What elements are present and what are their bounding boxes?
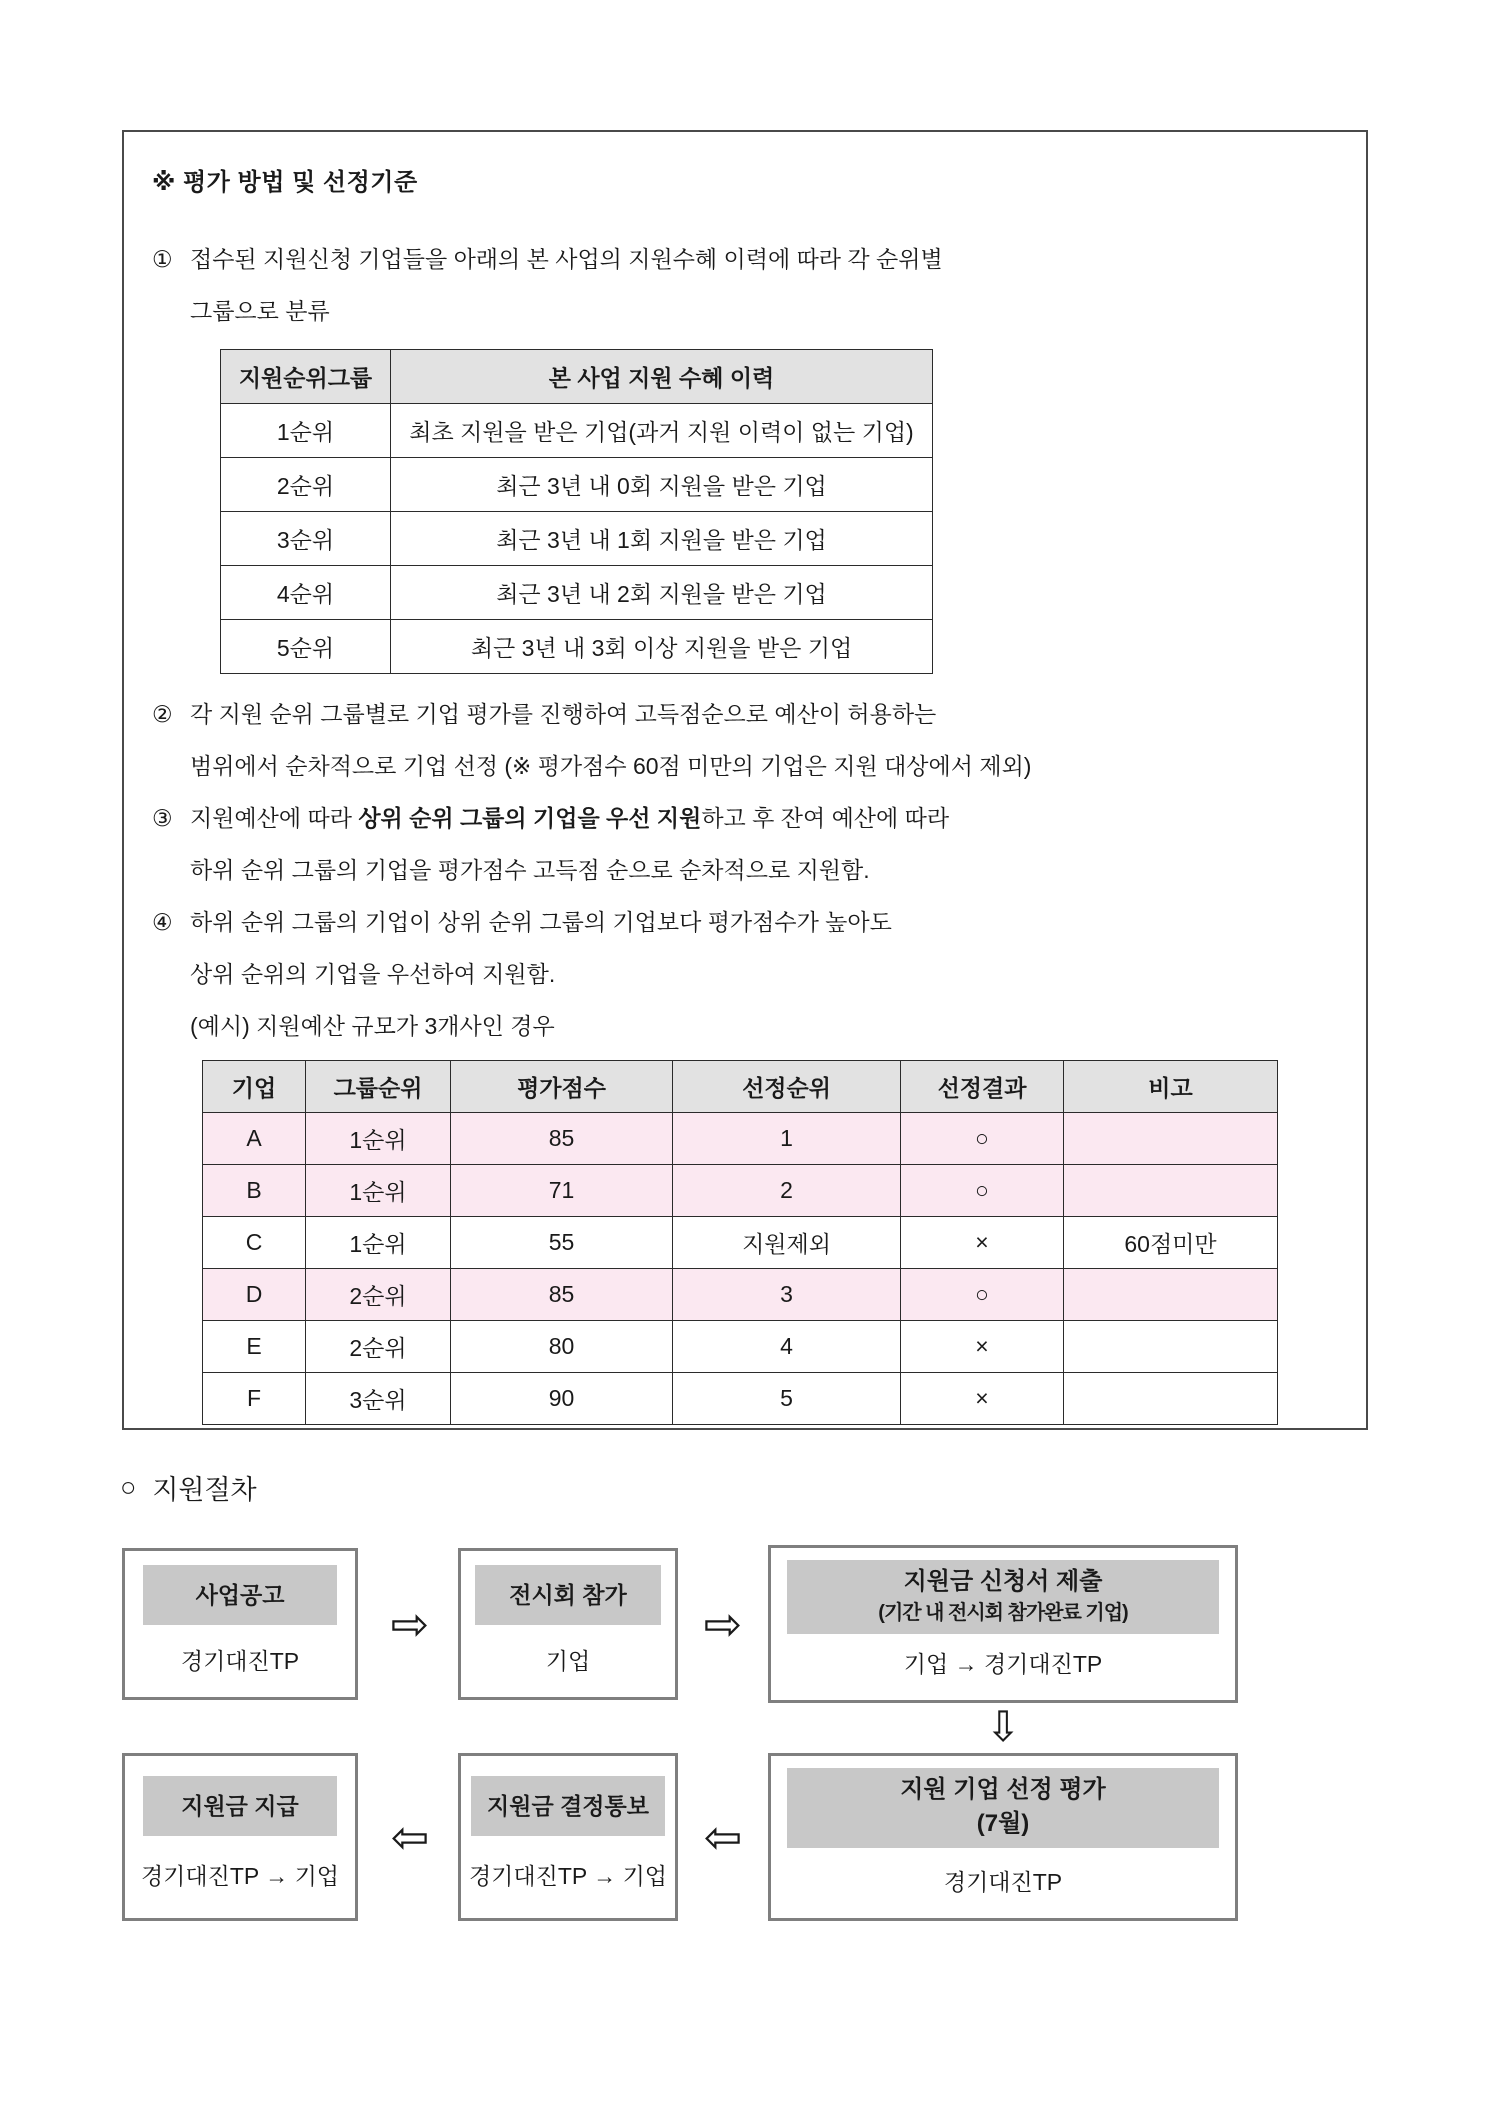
flow-box-selection-title-line2: (7월) (976, 1810, 1030, 1837)
flow-box-payment-title: 지원금 지급 (143, 1776, 337, 1836)
priority-header-group: 지원순위그룹 (221, 350, 391, 404)
cell-result: ○ (901, 1113, 1064, 1165)
flow-box-announcement-title: 사업공고 (143, 1565, 337, 1625)
item-2 (152, 688, 1338, 792)
priority-group-table (220, 349, 933, 674)
flow-box-exhibition (458, 1548, 678, 1700)
item-3-bold-text: 상위 순위 그룹의 기업을 우선 지원 (358, 805, 702, 831)
cell-group: 1순위 (306, 1217, 451, 1269)
priority-cell-group: 4순위 (221, 566, 391, 620)
table-row (203, 1321, 1278, 1373)
left-arrow-icon: ⇦ (390, 1811, 430, 1863)
table-row (221, 566, 933, 620)
cell-score: 55 (451, 1217, 673, 1269)
flow-box-announcement-subtitle: 경기대진TP (180, 1648, 300, 1674)
right-arrow-icon: ⇨ (390, 1598, 430, 1650)
flow-box-application-title-line1: 지원금 신청서 제출 (903, 1568, 1103, 1595)
example-header-rank: 선정순위 (673, 1061, 901, 1113)
left-arrow-icon: ⇦ (703, 1811, 743, 1863)
circle-bullet-icon: ○ (120, 1472, 137, 1502)
cell-company: C (203, 1217, 306, 1269)
priority-cell-group: 1순위 (221, 404, 391, 458)
right-arrow-icon: ⇨ (703, 1598, 743, 1650)
priority-cell-history: 최근 3년 내 3회 이상 지원을 받은 기업 (391, 620, 933, 674)
item-2-line2: 범위에서 순차적으로 기업 선정 (※ 평가점수 60점 미만의 기업은 지원 대상에서 제외) (190, 753, 1032, 779)
cell-group: 1순위 (306, 1165, 451, 1217)
cell-group: 1순위 (306, 1113, 451, 1165)
cell-note (1064, 1321, 1278, 1373)
flow-box-announcement (122, 1548, 358, 1700)
flow-box-selection-subtitle: 경기대진TP (943, 1869, 1063, 1895)
cell-rank: 지원제외 (673, 1217, 901, 1269)
cell-note (1064, 1165, 1278, 1217)
cell-group: 2순위 (306, 1269, 451, 1321)
priority-cell-group: 3순위 (221, 512, 391, 566)
cell-note (1064, 1269, 1278, 1321)
item-2-number: ② (152, 701, 173, 727)
priority-table-header-row (221, 350, 933, 404)
priority-cell-history: 최근 3년 내 2회 지원을 받은 기업 (391, 566, 933, 620)
flow-box-notification-title: 지원금 결정통보 (471, 1776, 665, 1836)
cell-score: 85 (451, 1113, 673, 1165)
cell-company: F (203, 1373, 306, 1425)
cell-rank: 2 (673, 1165, 901, 1217)
table-row (221, 620, 933, 674)
procedure-title (120, 1468, 257, 1507)
cell-rank: 4 (673, 1321, 901, 1373)
flow-box-application (768, 1545, 1238, 1703)
cell-note (1064, 1373, 1278, 1425)
table-row (203, 1113, 1278, 1165)
cell-result: × (901, 1217, 1064, 1269)
item-4-example-line: (예시) 지원예산 규모가 3개사인 경우 (190, 1013, 555, 1039)
item-3-line1: 지원예산에 따라 상위 순위 그룹의 기업을 우선 지원하고 후 잔여 예산에 따라 (190, 805, 950, 831)
flow-box-application-subtitle: 기업 → 경기대진TP (903, 1651, 1103, 1677)
flow-box-exhibition-subtitle: 기업 (545, 1648, 591, 1674)
section-title: ※ 평가 방법 및 선정기준 (152, 169, 418, 196)
procedure-title-text: 지원절차 (152, 1475, 257, 1505)
cell-result: × (901, 1321, 1064, 1373)
item-3 (152, 792, 1338, 896)
item-1 (152, 233, 1338, 337)
item-1-number: ① (152, 246, 173, 272)
cell-score: 80 (451, 1321, 673, 1373)
priority-cell-history: 최근 3년 내 1회 지원을 받은 기업 (391, 512, 933, 566)
flow-box-application-title (787, 1560, 1219, 1634)
flow-box-selection-title-line1: 지원 기업 선정 평가 (900, 1776, 1106, 1803)
item-1-line2: 그룹으로 분류 (190, 298, 330, 324)
example-header-note: 비고 (1064, 1061, 1278, 1113)
down-arrow-icon: ⇩ (985, 1703, 1021, 1750)
table-row (203, 1165, 1278, 1217)
flow-box-exhibition-title: 전시회 참가 (475, 1565, 661, 1625)
table-row (203, 1269, 1278, 1321)
flow-box-selection (768, 1753, 1238, 1921)
cell-note (1064, 1113, 1278, 1165)
cell-score: 71 (451, 1165, 673, 1217)
priority-cell-history: 최초 지원을 받은 기업(과거 지원 이력이 없는 기업) (391, 404, 933, 458)
item-3-number: ③ (152, 805, 173, 831)
item-4 (152, 896, 1338, 1052)
table-row (221, 404, 933, 458)
cell-group: 3순위 (306, 1373, 451, 1425)
flow-box-selection-title (787, 1768, 1219, 1848)
cell-group: 2순위 (306, 1321, 451, 1373)
cell-company: E (203, 1321, 306, 1373)
example-header-result: 선정결과 (901, 1061, 1064, 1113)
item-4-line1: 하위 순위 그룹의 기업이 상위 순위 그룹의 기업보다 평가점수가 높아도 (190, 909, 892, 935)
cell-rank: 5 (673, 1373, 901, 1425)
flow-box-application-title-line2: (기간 내 전시회 참가완료 기업) (878, 1602, 1128, 1624)
priority-cell-group: 2순위 (221, 458, 391, 512)
cell-score: 85 (451, 1269, 673, 1321)
priority-header-history: 본 사업 지원 수혜 이력 (391, 350, 933, 404)
example-header-company: 기업 (203, 1061, 306, 1113)
cell-rank: 1 (673, 1113, 901, 1165)
table-row (203, 1373, 1278, 1425)
table-row (203, 1217, 1278, 1269)
cell-rank: 3 (673, 1269, 901, 1321)
cell-result: ○ (901, 1165, 1064, 1217)
flow-box-payment (122, 1753, 358, 1921)
item-1-line1: 접수된 지원신청 기업들을 아래의 본 사업의 지원수혜 이력에 따라 각 순위별 (190, 246, 943, 272)
item-4-number: ④ (152, 909, 173, 935)
cell-result: × (901, 1373, 1064, 1425)
cell-company: D (203, 1269, 306, 1321)
evaluation-section-box (122, 130, 1368, 1430)
item-3-line2: 하위 순위 그룹의 기업을 평가점수 고득점 순으로 순차적으로 지원함. (190, 857, 870, 883)
example-header-score: 평가점수 (451, 1061, 673, 1113)
cell-result: ○ (901, 1269, 1064, 1321)
cell-company: B (203, 1165, 306, 1217)
selection-example-table (202, 1060, 1278, 1425)
cell-company: A (203, 1113, 306, 1165)
priority-cell-history: 최근 3년 내 0회 지원을 받은 기업 (391, 458, 933, 512)
item-2-line1: 각 지원 순위 그룹별로 기업 평가를 진행하여 고득점순으로 예산이 허용하는 (190, 701, 937, 727)
example-table-header-row (203, 1061, 1278, 1113)
cell-score: 90 (451, 1373, 673, 1425)
cell-note: 60점미만 (1064, 1217, 1278, 1269)
flow-box-notification (458, 1753, 678, 1921)
example-header-group: 그룹순위 (306, 1061, 451, 1113)
table-row (221, 458, 933, 512)
flow-box-payment-subtitle: 경기대진TP → 기업 (140, 1863, 340, 1889)
table-row (221, 512, 933, 566)
priority-cell-group: 5순위 (221, 620, 391, 674)
item-4-line2: 상위 순위의 기업을 우선하여 지원함. (190, 961, 556, 987)
flow-box-notification-subtitle: 경기대진TP → 기업 (468, 1863, 668, 1889)
